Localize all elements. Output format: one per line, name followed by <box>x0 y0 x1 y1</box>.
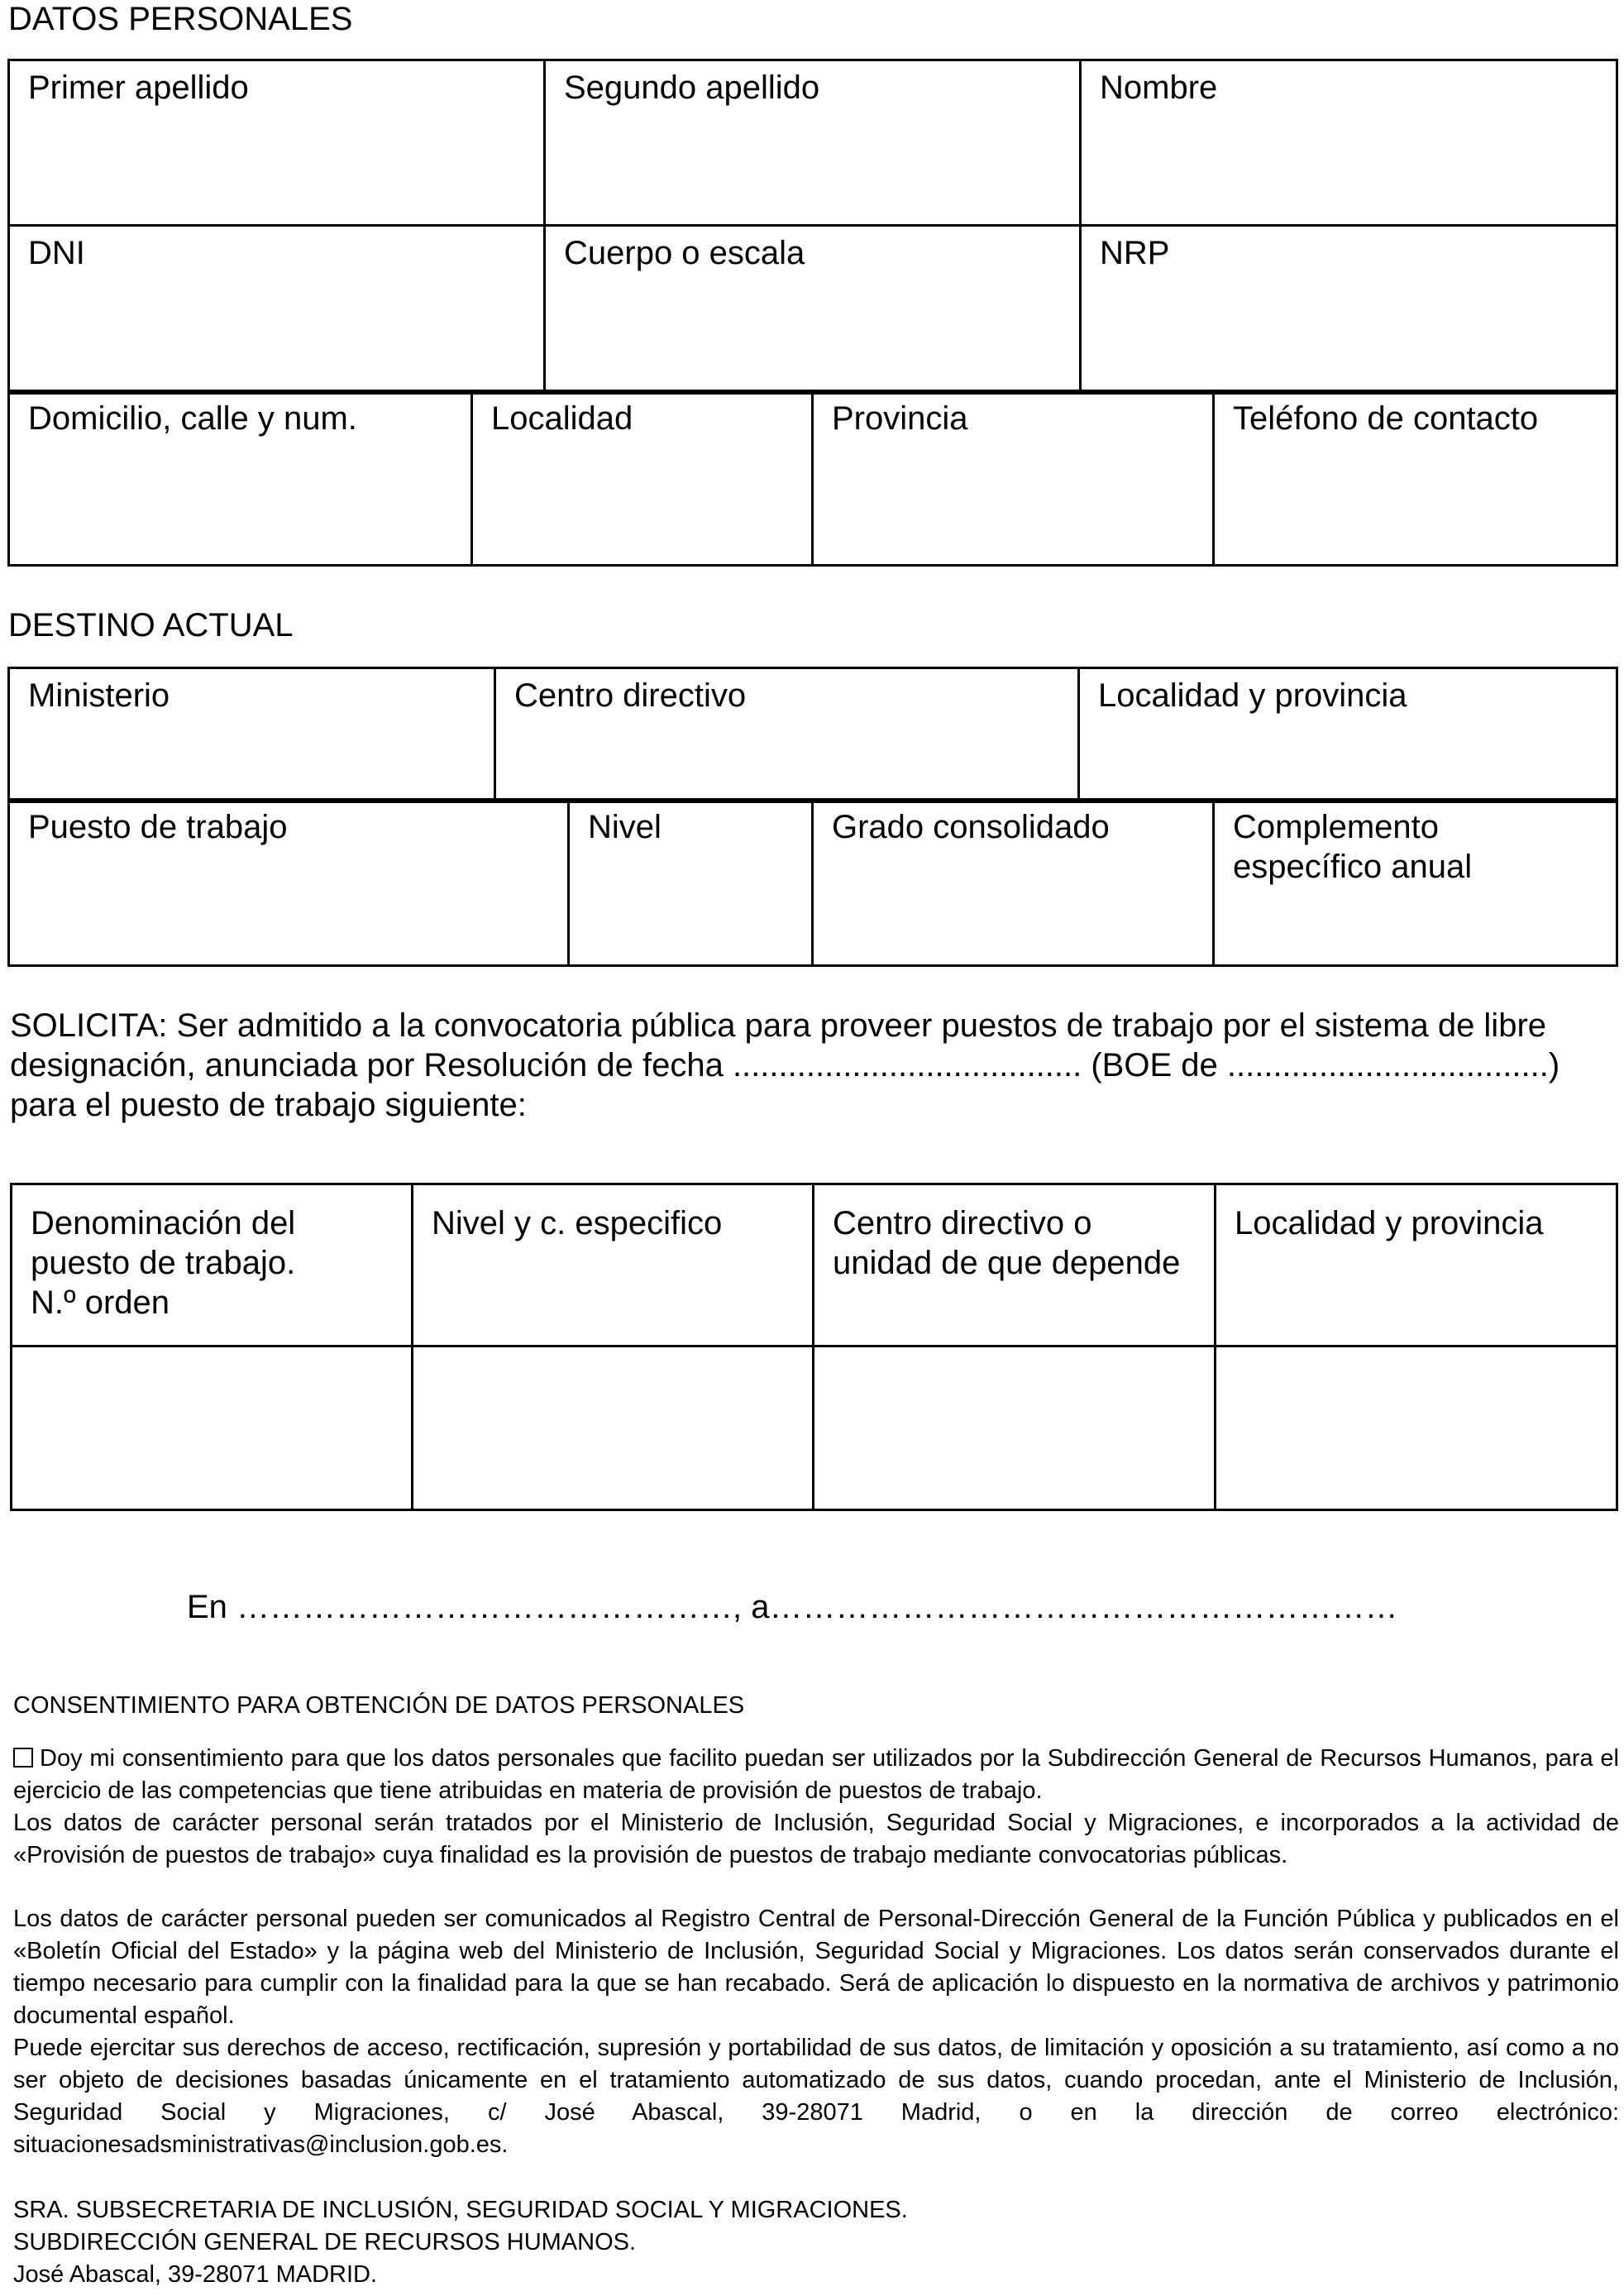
input-nivel-especifico[interactable] <box>413 1347 814 1510</box>
label-centro-unidad: Centro directivo o unidad de que depende <box>833 1205 1181 1281</box>
header-localidad-provincia <box>1216 1184 1617 1347</box>
section-title-datos-personales: DATOS PERSONALES <box>8 1 353 37</box>
destino-actual-table-b <box>7 798 1618 967</box>
field-centro-directivo[interactable] <box>495 668 1079 802</box>
field-nrp[interactable] <box>1081 226 1617 394</box>
field-cuerpo-escala[interactable] <box>545 226 1081 394</box>
header-nivel-especifico <box>413 1184 814 1347</box>
solicita-line-2: designación, anunciada por Resolución de fecha ...................................... (BOE de ...................................) <box>10 1047 1560 1083</box>
label-puesto-trabajo: Puesto de trabajo <box>28 809 288 845</box>
solicita-paragraph <box>10 1006 1617 1125</box>
label-nrp: NRP <box>1100 235 1170 271</box>
label-segundo-apellido: Segundo apellido <box>564 69 820 106</box>
header-denominacion <box>12 1184 413 1347</box>
label-localidad: Localidad <box>491 400 633 437</box>
destino-actual-table-a <box>7 667 1618 803</box>
label-complemento-especifico: Complemento específico anual <box>1233 809 1473 885</box>
field-puesto-trabajo[interactable] <box>9 800 569 966</box>
datos-personales-table-b <box>7 390 1618 567</box>
consent-title: CONSENTIMIENTO PARA OBTENCIÓN DE DATOS PERSONALES <box>13 1692 745 1719</box>
input-centro-unidad[interactable] <box>814 1347 1216 1510</box>
consent-checkbox-row <box>13 1743 1619 1807</box>
consent-paragraph-3: Puede ejercitar sus derechos de acceso, rectificación, supresión y portabilidad de sus datos, de limitación y oposición a su tratamiento, así como a no ser objeto de decisiones basadas únicamente en el tratamiento automatizado de sus datos, cuando procedan, ante el Ministerio de Inclusión, Seguridad Social y Migraciones, c/ José Abascal, 39-28071 Madrid, o en la dirección de correo electrónico: situacionesadsministrativas@inclusion.gob.es. <box>13 2035 1619 2158</box>
section-title-destino-actual: DESTINO ACTUAL <box>8 607 294 643</box>
field-provincia[interactable] <box>813 391 1214 566</box>
label-nivel: Nivel <box>588 809 662 845</box>
label-localidad-provincia: Localidad y provincia <box>1098 677 1407 714</box>
label-nivel-especifico: Nivel y c. especifico <box>432 1205 723 1241</box>
destinatario-block <box>13 2194 1619 2291</box>
label-nombre: Nombre <box>1100 69 1218 106</box>
label-denominacion: Denominación del puesto de trabajo. N.º orden <box>31 1205 296 1321</box>
consent-paragraph-1: Los datos de carácter personal serán tratados por el Ministerio de Inclusión, Seguridad Social y Migraciones, e incorporados a la actividad de «Provisión de puestos de trabajo» cuya finalidad es la provisión de puestos de trabajo mediante convocatorias públicas. <box>13 1810 1619 1868</box>
label-cuerpo-escala: Cuerpo o escala <box>564 235 805 271</box>
consent-checkbox[interactable] <box>13 1748 33 1767</box>
solicita-line-3: para el puesto de trabajo siguiente: <box>10 1087 527 1123</box>
label-dni: DNI <box>28 235 85 271</box>
label-grado-consolidado: Grado consolidado <box>832 809 1110 845</box>
label-ministerio: Ministerio <box>28 677 170 714</box>
field-telefono[interactable] <box>1214 391 1617 566</box>
header-centro-directivo <box>814 1184 1216 1347</box>
consent-paragraph-2: Los datos de carácter personal pueden ser comunicados al Registro Central de Personal-Dirección General de la Función Pública y publicados en el «Boletín Oficial del Estado» y la página web del Ministerio de Inclusión, Seguridad Social y Migraciones. Los datos serán conservados durante el tiempo necesario para cumplir con la finalidad para la que se han recabado. Será de aplicación lo dispuesto en la normativa de archivos y patrimonio documental español. <box>13 1906 1619 2029</box>
solicita-line-1: SOLICITA: Ser admitido a la convocatoria pública para proveer puestos de trabajo por el sistema de libre <box>10 1007 1547 1044</box>
label-centro-directivo: Centro directivo <box>514 677 747 714</box>
field-grado-consolidado[interactable] <box>813 800 1214 966</box>
field-localidad-provincia[interactable] <box>1079 668 1617 802</box>
field-domicilio[interactable] <box>9 391 472 566</box>
label-primer-apellido: Primer apellido <box>28 69 249 106</box>
destinatario-line-2: SUBDIRECCIÓN GENERAL DE RECURSOS HUMANOS. <box>13 2229 637 2255</box>
field-segundo-apellido[interactable] <box>545 60 1081 226</box>
label-localidad-provincia-puesto: Localidad y provincia <box>1235 1205 1544 1241</box>
consent-section <box>13 1690 1619 2161</box>
destinatario-line-3: José Abascal, 39-28071 MADRID. <box>13 2261 378 2288</box>
input-localidad-provincia[interactable] <box>1216 1347 1617 1510</box>
label-provincia: Provincia <box>832 400 968 437</box>
destinatario-line-1: SRA. SUBSECRETARIA DE INCLUSIÓN, SEGURIDAD SOCIAL Y MIGRACIONES. <box>13 2197 908 2223</box>
field-localidad[interactable] <box>472 391 813 566</box>
field-primer-apellido[interactable] <box>9 60 545 226</box>
label-telefono: Teléfono de contacto <box>1233 400 1539 437</box>
label-domicilio: Domicilio, calle y num. <box>28 400 357 437</box>
field-complemento-especifico[interactable] <box>1214 800 1617 966</box>
field-nivel[interactable] <box>569 800 813 966</box>
field-ministerio[interactable] <box>9 668 495 802</box>
puesto-solicitado-table <box>10 1183 1618 1511</box>
consent-checkbox-text: Doy mi consentimiento para que los datos personales que facilito puedan ser utilizados por la Subdirección General de Recursos Humanos, para el ejercicio de las competencias que tiene atribuidas en materia de provisión de puestos de trabajo. <box>13 1745 1619 1804</box>
input-denominacion[interactable] <box>12 1347 413 1510</box>
fecha-line[interactable]: En ………………………………………, a………………………………………………… <box>187 1589 1398 1625</box>
datos-personales-table-a <box>7 59 1618 395</box>
field-nombre[interactable] <box>1081 60 1617 226</box>
field-dni[interactable] <box>9 226 545 394</box>
